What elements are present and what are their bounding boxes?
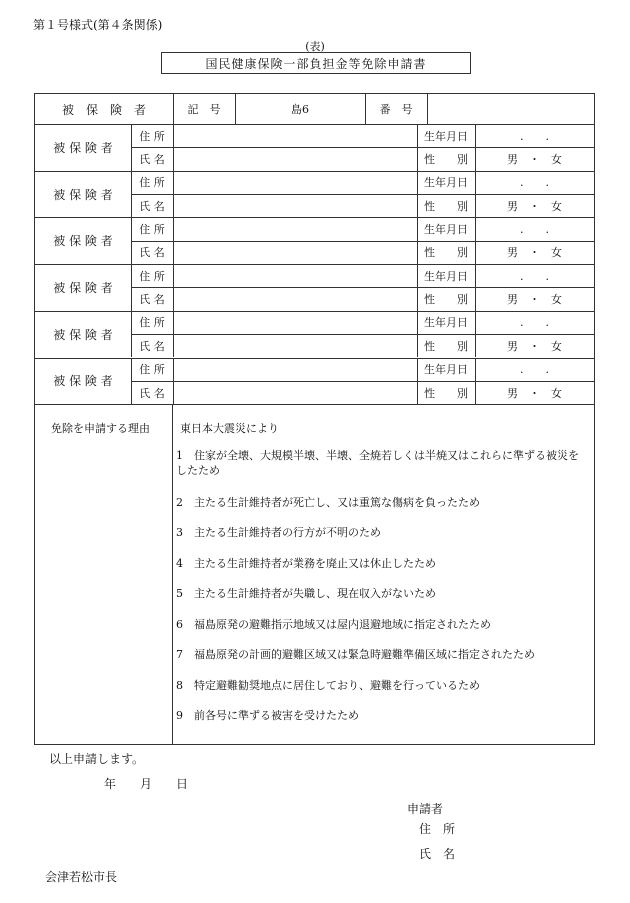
person-sex-label: 性 別 (424, 386, 468, 400)
number-value[interactable] (427, 94, 595, 124)
person-dob-value[interactable]: . . (520, 223, 549, 237)
person-sex-value[interactable]: 男 ・ 女 (507, 339, 562, 353)
person-dob-value[interactable]: . . (520, 269, 549, 283)
person-address-label: 住 所 (139, 176, 165, 190)
person-group-label: 被 保 険 者 (53, 280, 113, 295)
form-title-text: 国民健康保険一部負担金等免除申請書 (205, 56, 427, 71)
person-name-label: 氏 名 (139, 153, 165, 167)
person-address-label: 住 所 (139, 316, 165, 330)
person-dob-label: 生年月日 (424, 176, 468, 190)
person-sex-value[interactable]: 男 ・ 女 (507, 293, 562, 307)
person-sex-label: 性 別 (424, 153, 468, 167)
insured-header-label: 被 保 険 者 (61, 102, 146, 117)
person-dob-label: 生年月日 (424, 223, 468, 237)
symbol-label: 記 号 (187, 103, 221, 116)
person-sex-label: 性 別 (424, 293, 468, 307)
reason-item[interactable]: 9 前各号に準ずる被害を受けたため (176, 709, 359, 722)
person-name-label: 氏 名 (139, 293, 165, 307)
person-group-label: 被 保 険 者 (53, 187, 113, 202)
person-sex-value[interactable]: 男 ・ 女 (507, 199, 562, 213)
application-date[interactable]: 年 月 日 (104, 777, 189, 791)
reason-item[interactable]: 2 主たる生計維持者が死亡し、又は重篤な傷病を負ったため (176, 496, 480, 509)
reason-item[interactable]: 8 特定避難勧奨地点に居住しており、避難を行っているため (176, 679, 480, 692)
person-sex-label: 性 別 (424, 199, 468, 213)
reason-item[interactable]: 4 主たる生計維持者が業務を廃止又は休止したため (176, 557, 436, 570)
person-address-label: 住 所 (139, 129, 165, 143)
person-sex-value[interactable]: 男 ・ 女 (507, 246, 562, 260)
person-dob-label: 生年月日 (424, 269, 468, 283)
reason-item[interactable]: 7 福島原発の計画的避難区域又は緊急時避難準備区域に指定されたため (176, 648, 535, 661)
form-number: 第１号様式(第４条関係) (33, 18, 163, 32)
person-dob-value[interactable]: . . (520, 316, 549, 330)
person-group-label: 被 保 険 者 (53, 374, 113, 389)
person-address-label: 住 所 (139, 223, 165, 237)
number-label: 番 号 (379, 103, 413, 116)
reason-intro: 東日本大震災により (180, 422, 279, 435)
reason-item[interactable]: 5 主たる生計維持者が失職し、現在収入がないため (176, 587, 436, 600)
person-dob-value[interactable]: . . (520, 363, 549, 377)
reason-label: 免除を申請する理由 (51, 422, 150, 435)
person-address-label: 住 所 (139, 363, 165, 377)
person-sex-label: 性 別 (424, 246, 468, 260)
person-name-label: 氏 名 (139, 246, 165, 260)
person-group-label: 被 保 険 者 (53, 140, 113, 155)
applicant-name-label: 氏 名 (419, 847, 456, 861)
applicant-label: 申請者 (407, 802, 444, 816)
person-address-label: 住 所 (139, 269, 165, 283)
person-dob-label: 生年月日 (424, 129, 468, 143)
symbol-value[interactable]: 島6 (291, 103, 309, 116)
applicant-address-label: 住 所 (419, 822, 456, 836)
person-dob-label: 生年月日 (424, 316, 468, 330)
person-name-label: 氏 名 (139, 199, 165, 213)
person-dob-value[interactable]: . . (520, 129, 549, 143)
table-label: (表) (305, 40, 325, 53)
person-sex-value[interactable]: 男 ・ 女 (507, 386, 562, 400)
form-title (161, 52, 471, 74)
recipient: 会津若松市長 (45, 870, 118, 884)
reason-item[interactable]: 3 主たる生計維持者の行方が不明のため (176, 526, 381, 539)
person-sex-value[interactable]: 男 ・ 女 (507, 153, 562, 167)
person-dob-value[interactable]: . . (520, 176, 549, 190)
person-group-label: 被 保 険 者 (53, 327, 113, 342)
reason-item[interactable]: 6 福島原発の避難指示地域又は屋内退避地域に指定されたため (176, 618, 491, 631)
application-statement: 以上申請します。 (49, 752, 145, 766)
person-name-label: 氏 名 (139, 386, 165, 400)
person-group-label: 被 保 険 者 (53, 234, 113, 249)
reason-item[interactable]: 1 住家が全壊、大規模半壊、半壊、全焼若しくは半焼又はこれらに準ずる被災をしたため (176, 449, 579, 477)
person-dob-label: 生年月日 (424, 363, 468, 377)
person-name-label: 氏 名 (139, 339, 165, 353)
person-sex-label: 性 別 (424, 339, 468, 353)
